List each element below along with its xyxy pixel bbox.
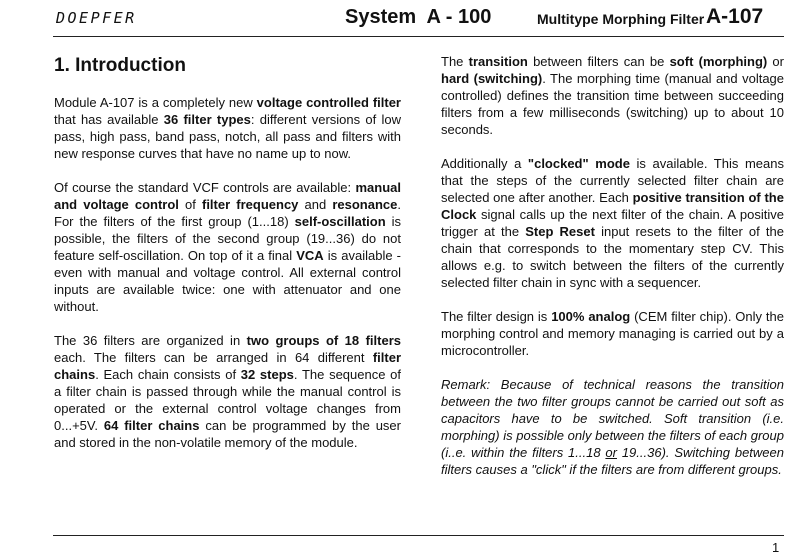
footer-rule — [53, 535, 784, 536]
system-title: System A - 100 — [345, 6, 492, 28]
left-column — [54, 50, 401, 468]
page-number: 1 — [772, 540, 780, 555]
page-header — [0, 0, 808, 36]
section-heading: 1. Introduction — [54, 55, 186, 76]
paragraph: The 36 filters are organized in two groups of 18 filters each. The filters can be arranged in 64 different filter chains. Each chain consists of 32 steps. The sequence of a filter chain is passed through while the manual control is operated or the external control voltage changes from 0...+5V. 64 filter chains can be programmed by the user and stored in the non-volatile memory of the module. — [54, 333, 401, 450]
right-column — [441, 53, 784, 495]
paragraph: Module A-107 is a completely new voltage controlled filter that has available 36 filter types: different versions of low pass, high pass, band pass, notch, all pass and filters with new response curves that have no name up to now. — [54, 95, 401, 161]
doepfer-logo: DOEPFER — [56, 9, 137, 27]
remark-paragraph: Remark: Because of technical reasons the transition between the two filter groups cannot be carried out soft as capacitors have to be switched. Soft transition (i.e. morphing) is possible only between the filters of each group (i..e. within the filters 1...18 or 19...36). Switching between filters causes a "click" if the filters are from different groups. — [441, 377, 784, 477]
module-title: Multitype Morphing Filter — [537, 11, 705, 27]
paragraph: Of course the standard VCF controls are available: manual and voltage control of filter frequency and resonance. For the filters of the first group (1...18) self-oscillation is possible, the filters of the second group (19...36) do not feature self-oscillation. On top of it a final VCA is available - even with manual and voltage control. All external control inputs are available twice: one with attenuator and one without. — [54, 180, 402, 314]
model-number: A-107 — [706, 5, 764, 28]
header-rule — [53, 36, 784, 37]
paragraph: The transition between filters can be soft (morphing) or hard (switching). The morphing time (manual and voltage controlled) defines the transition time between succeeding filters from a few milliseconds (switching) up to about 10 seconds. — [441, 54, 785, 137]
paragraph: The filter design is 100% analog (CEM filter chip). Only the morphing control and memory managing is carried out by a microcontroller. — [441, 309, 784, 358]
paragraph: Additionally a "clocked" mode is available. This means that the steps of the currently selected filter chain are selected one after another. Each positive transition of the Clock signal calls up the next filter of the chain. A positive trigger at the Step Reset input resets to the filter of the chain that corresponds to the momentary step CV. This allows e.g. to switch between the filters of the currently selected filter chain in sync with a sequencer. — [441, 156, 784, 290]
